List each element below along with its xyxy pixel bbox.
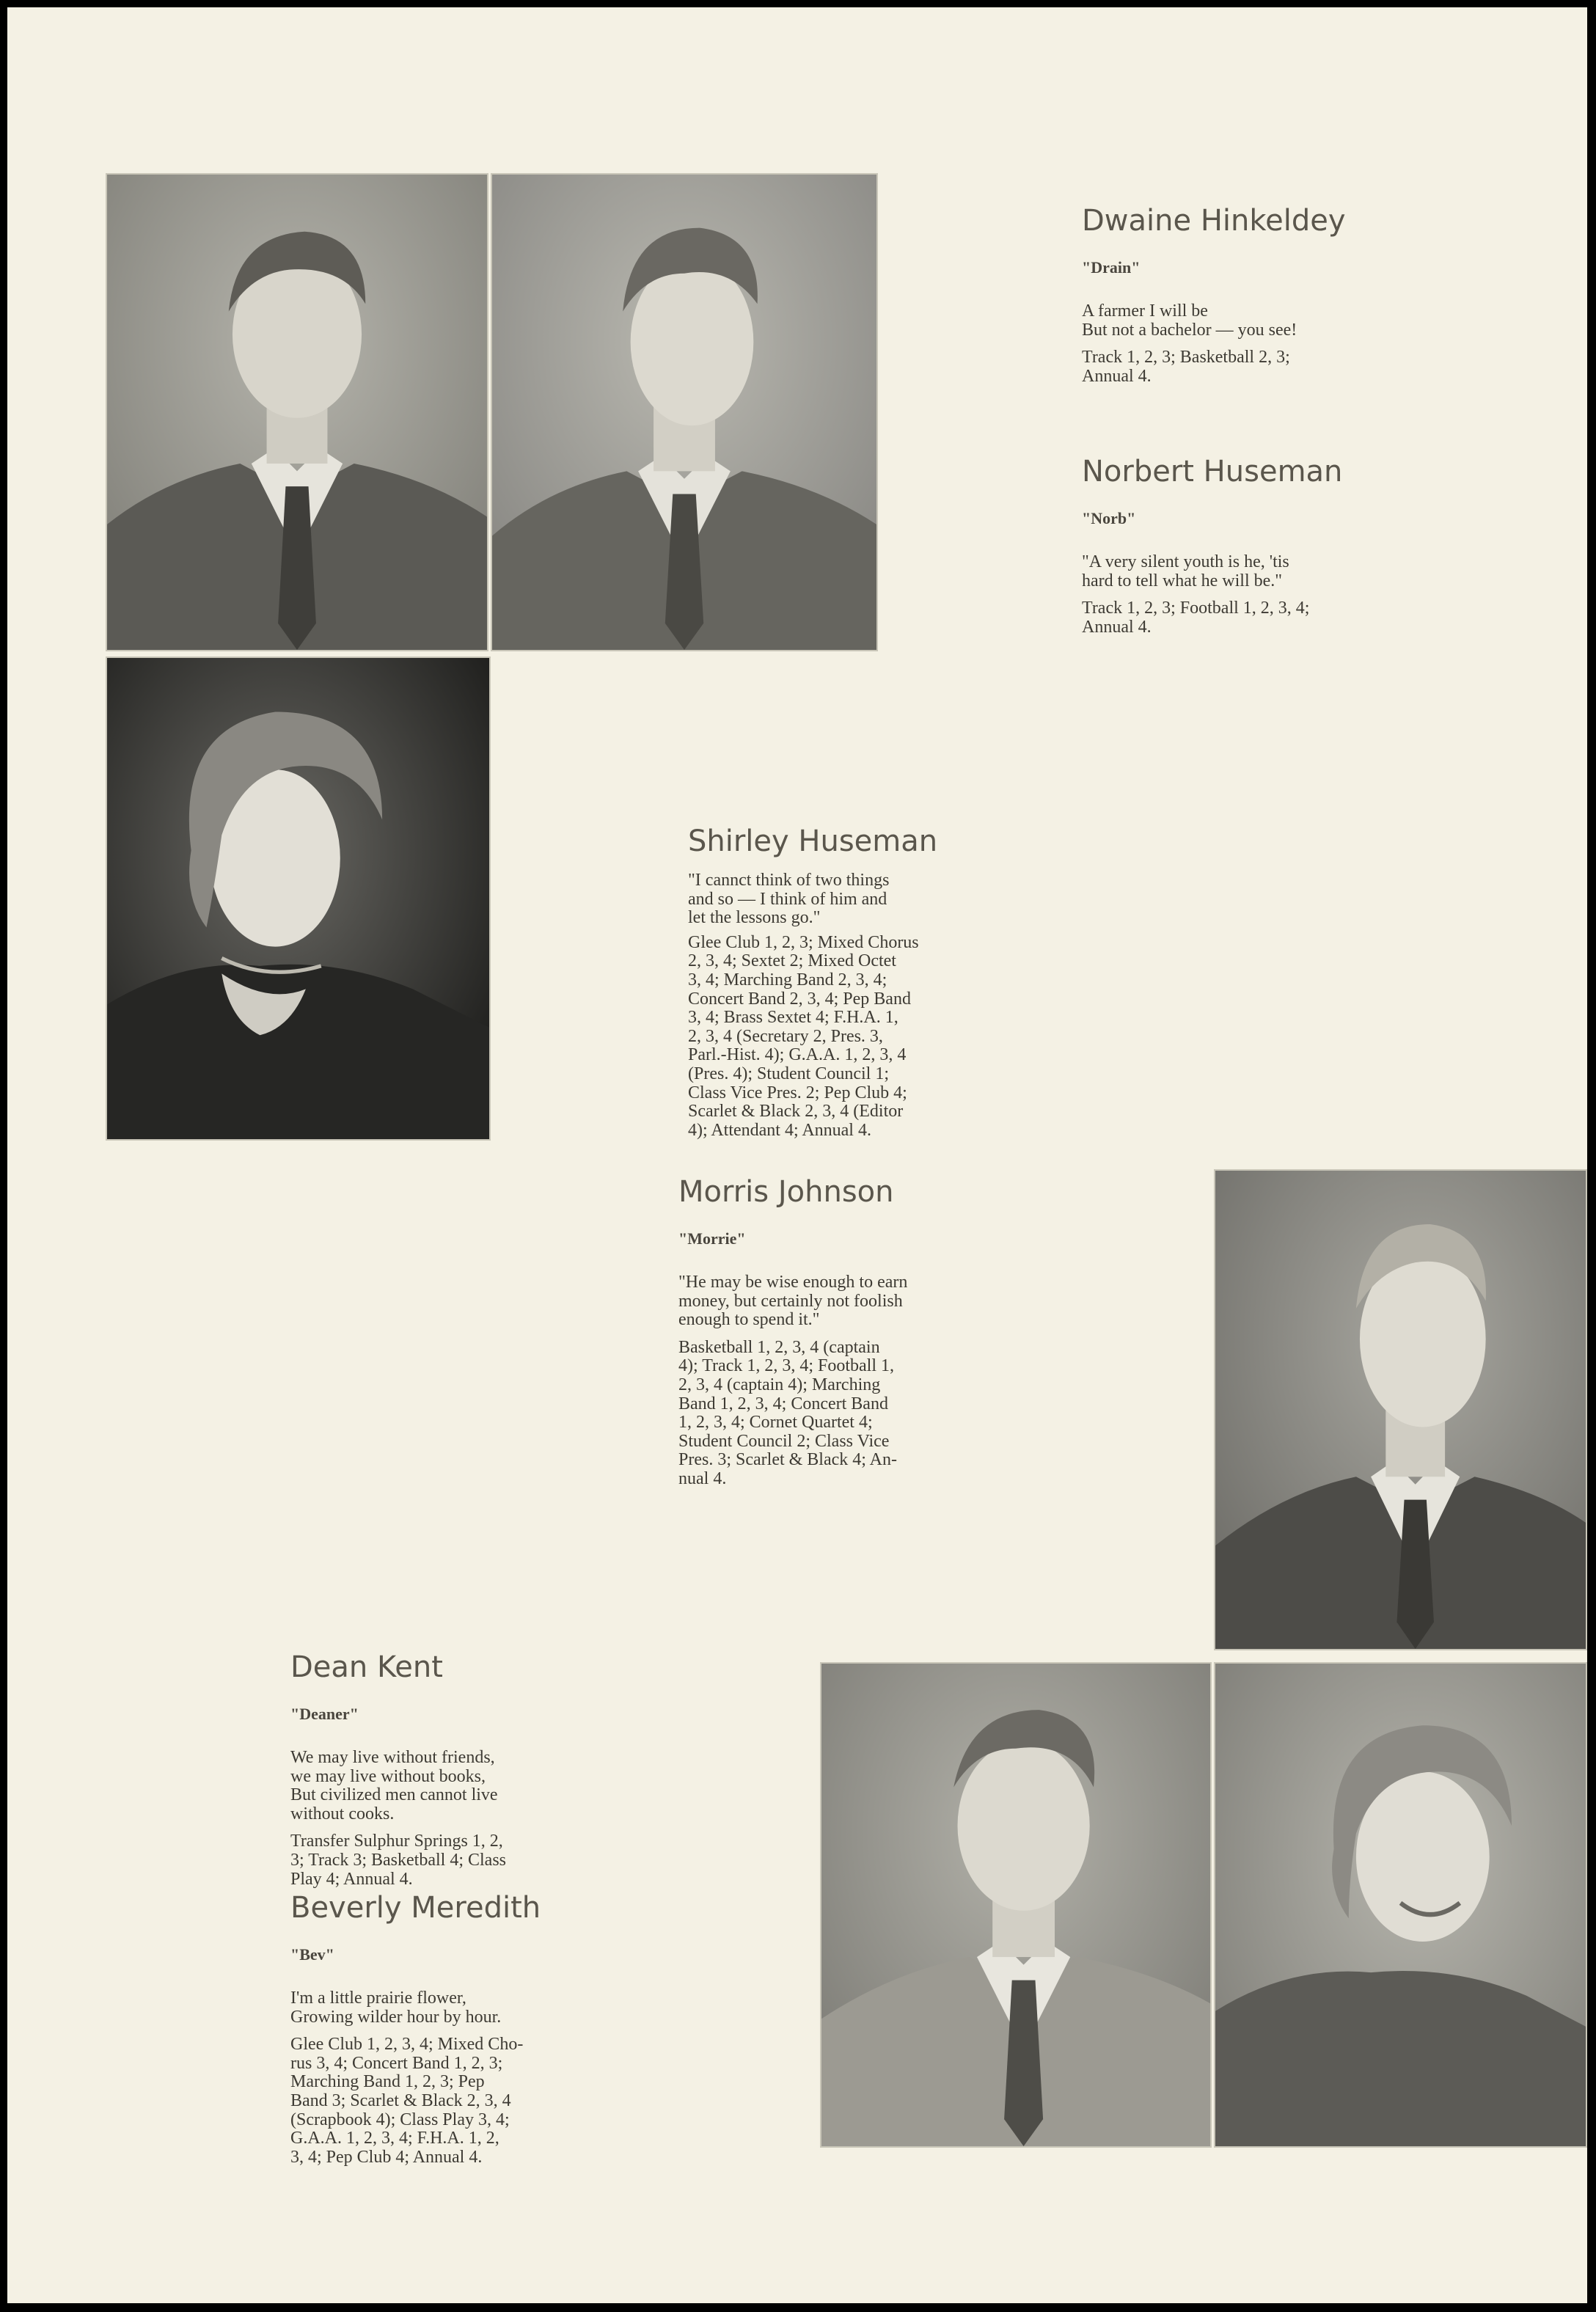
student-quote: A farmer I will be But not a bachelor — you see! [1082,301,1297,340]
student-quote: "He may be wise enough to earn money, but certainly not foolish enough to spend it." [678,1273,908,1330]
entry-shirley-huseman [688,824,1040,1149]
portrait-photo-beverly-meredith [1214,1662,1587,2148]
student-name: Dwaine Hinkeldey [1082,204,1346,238]
student-name: Shirley Huseman [688,824,938,858]
student-nickname: "Morrie" [678,1229,746,1248]
student-name: Norbert Huseman [1082,455,1343,489]
student-nickname: "Norb" [1082,509,1136,527]
student-nickname: "Bev" [290,1945,334,1964]
student-activities: Track 1, 2, 3; Basketball 2, 3; Annual 4. [1082,348,1290,386]
entry-morris-johnson [678,1175,1031,1498]
student-name: Morris Johnson [678,1175,894,1209]
entry-dean-kent [290,1650,643,1898]
portrait-photo-morris-johnson [1214,1169,1587,1650]
entry-beverly-meredith [290,1891,643,2176]
student-quote: We may live without friends, we may live without books, But civilized men cannot live without cooks. [290,1748,498,1823]
student-activities: Transfer Sulphur Springs 1, 2, 3; Track 3; Basketball 4; Class Play 4; Annual 4. [290,1832,506,1889]
student-quote: "A very silent youth is he, 'tis hard to tell what he will be." [1082,552,1289,590]
portrait-photo-dean-kent [820,1662,1212,2148]
entry-dwaine-hinkeldey [1082,204,1428,395]
entry-norbert-huseman [1082,455,1428,645]
student-nickname: "Deaner" [290,1705,359,1723]
portrait-photo-shirley-huseman [106,656,491,1141]
student-activities: Glee Club 1, 2, 3; Mixed Chorus 2, 3, 4; Sextet 2; Mixed Octet 3, 4; Marching Band 2, 3, 4; Concert Band 2, 3, 4; Pep Band 3, 4; Brass Sextet 4; F.H.A. 1, 2, 3, 4 (Secretary 2, Pres. 3, Parl.-Hist. 4); G.A.A. 1, 2, 3, 4 (Pres. 4); Student Council 1; Class Vice Pres. 2; Pep Club 4; Scarlet & Black 2, 3, 4 (Editor 4); Attendant 4; Annual 4. [688,932,919,1140]
student-quote: "I cannct think of two things and so — I think of him and let the lessons go." [688,871,890,928]
student-nickname: "Drain" [1082,258,1141,277]
student-name: Dean Kent [290,1650,443,1684]
student-activities: Track 1, 2, 3; Football 1, 2, 3, 4; Annual 4. [1082,599,1310,637]
student-quote: I'm a little prairie flower, Growing wilder hour by hour. [290,1989,502,2027]
yearbook-page [7,7,1587,2303]
student-activities: Glee Club 1, 2, 3, 4; Mixed Cho- rus 3, 4; Concert Band 1, 2, 3; Marching Band 1, 2, 3; Pep Band 3; Scarlet & Black 2, 3, 4 (Scrapbook 4); Class Play 3, 4; G.A.A. 1, 2, 3, 4; F.H.A. 1, 2, 3, 4; Pep Club 4; Annual 4. [290,2035,524,2167]
student-activities: Basketball 1, 2, 3, 4 (captain 4); Track 1, 2, 3, 4; Football 1, 2, 3, 4 (captain 4); Marching Band 1, 2, 3, 4; Concert Band 1, 2, 3, 4; Cornet Quartet 4; Student Council 2; Class Vice Pres. 3; Scarlet & Black 4; An- nual 4. [678,1337,897,1488]
portrait-photo-norbert-huseman [491,173,878,651]
student-name: Beverly Meredith [290,1891,541,1925]
portrait-photo-dwaine-hinkeldey [106,173,488,651]
